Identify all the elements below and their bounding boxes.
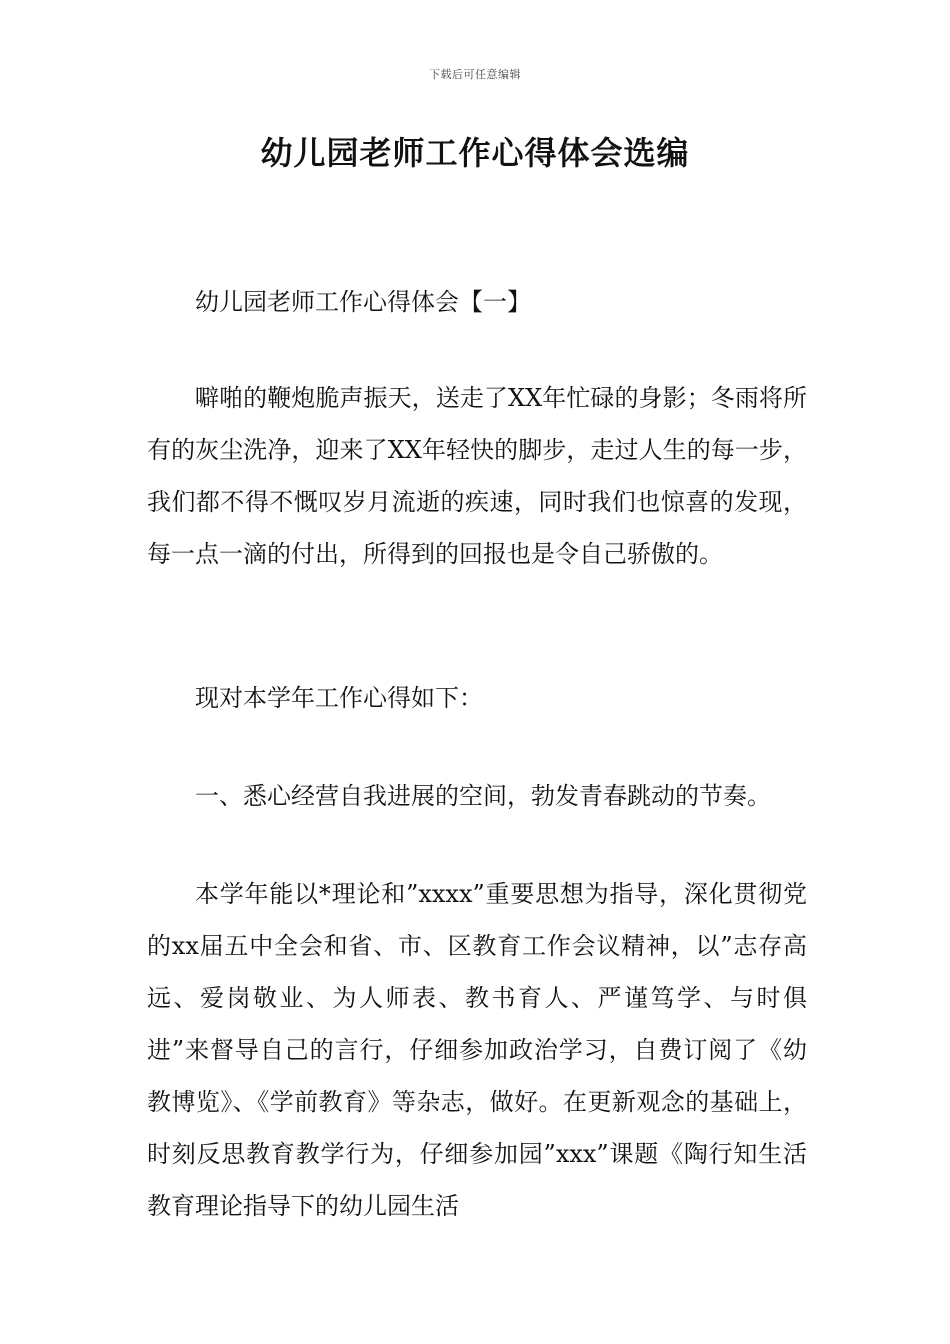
paragraph: 本学年能以*理论和”xxxx”重要思想为指导，深化贯彻党的xx届五中全会和省、市、区教育工作会议精神，以”志存高远、爱岗敬业、为人师表、教书育人、严谨笃学、与时俱进”来督导自己的言行，仔细参加政治学习，自费订阅了《幼教博览》、《学前教育》等杂志，做好。在更新观念的基础上，时刻反思教育教学行为，仔细参加园”xxx”课题《陶行知生活教育理论指导下的幼儿园生活 — [147, 880, 807, 1220]
paragraph: 噼啪的鞭炮脆声振天，送走了XX年忙碌的身影；冬雨将所有的灰尘洗净，迎来了XX年轻快的脚步，走过人生的每一步，我们都不得不慨叹岁月流逝的疾速，同时我们也惊喜的发现，每一点一滴的付出，所得到的回报也是令自己骄傲的。 — [147, 384, 807, 568]
paragraph: 现对本学年工作心得如下： — [195, 684, 483, 712]
document-title: 幼儿园老师工作心得体会选编 — [260, 134, 690, 172]
section-point-heading: 一、悉心经营自我进展的空间，勃发青春跳动的节奏。 — [195, 782, 771, 810]
header-note: 下载后可任意编辑 — [429, 68, 521, 81]
section-heading: 幼儿园老师工作心得体会【一】 — [195, 288, 531, 316]
